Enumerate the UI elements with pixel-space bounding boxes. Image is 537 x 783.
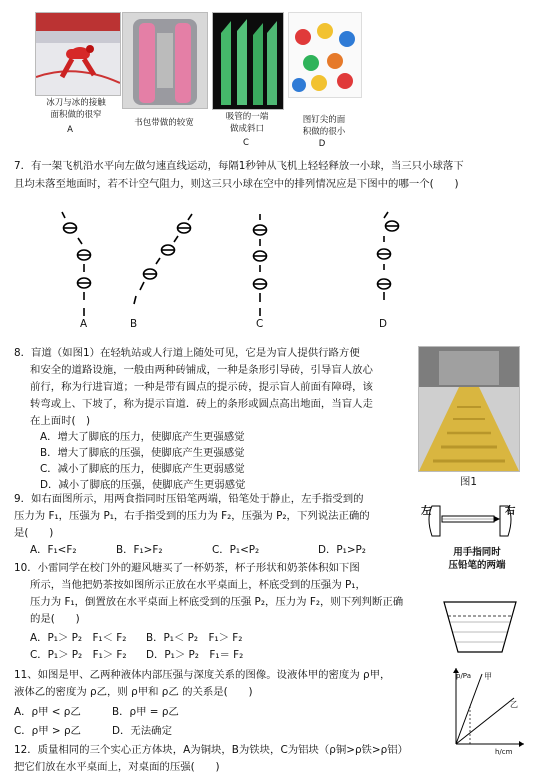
caption-c-line1: 吸管的一端	[225, 112, 269, 122]
q9-line1: 9．如右面图所示，用两食指同时压铅笔两端，铅笔处于静止，左手指受到的	[14, 493, 364, 505]
caption-c-line2: 做成斜口	[229, 124, 264, 134]
pencil-caption-line1: 用手指同时	[453, 547, 501, 558]
q7-diagram-a	[62, 212, 91, 316]
pencil-left-label: 左	[421, 505, 432, 517]
q7-diagram-c	[254, 214, 267, 316]
q12-line1: 12．质量相同的三个实心正方体块，A为铜块，B为铁块，C为铝块（ρ铜>ρ铁>ρ铝）	[14, 744, 409, 756]
caption-a-line1: 冰刀与冰的接触	[46, 98, 106, 108]
q10-line1: 10．小雷同学在校门外的避风塘买了一杯奶茶，杯子形状和奶茶体积如下图	[14, 562, 360, 574]
q7-label-b: B	[130, 318, 138, 330]
q8-option-a[interactable]: A．增大了脚底的压力，使脚底产生更强感觉	[40, 431, 245, 443]
q8-option-c[interactable]: C．减小了脚底的压力，使脚底产生更弱感觉	[40, 463, 245, 475]
q11-option-c[interactable]: C．ρ甲 > ρ乙	[14, 725, 81, 737]
graph-ylabel: p/Pa	[456, 672, 471, 680]
pencil-right-label: 右	[505, 505, 516, 517]
q7-line2: 且均未落至地面时，若不计空气阻力，则这三只小球在空中的排列情况应是下图中的哪一个( )	[14, 178, 459, 190]
photo-speed-skater	[35, 12, 121, 96]
tactile-paving-image	[419, 347, 519, 471]
photo-thumbtacks	[288, 12, 362, 98]
letter-c: C	[243, 138, 249, 148]
graph-xlabel: h/cm	[495, 748, 513, 756]
q10-line2: 所示，当他把奶茶按如图所示正放在水平桌面上，杯底受到的压强为 P₁，	[30, 579, 366, 591]
q9-option-b[interactable]: B．F₁>F₂	[116, 544, 163, 556]
q8-line2: 和安全的道路设施，一般由两种砖铺成，一种是条形引导砖，引导盲人放心	[30, 364, 373, 376]
q10-line4: 的是( )	[30, 613, 80, 625]
q10-option-a[interactable]: A．P₁＞ P₂ F₁＜ F₂	[30, 632, 127, 644]
cup-figure	[438, 598, 522, 656]
q9-line2: 压力为 F₁，压强为 P₁，右手指受到的压力为 F₂，压强为 P₂，下列说法正确的	[14, 510, 370, 522]
letter-a: A	[67, 125, 73, 135]
backpack-image	[123, 13, 207, 108]
q10-option-d[interactable]: D．P₁＞ P₂ F₁＝ F₂	[146, 649, 244, 661]
q12-line2: 把它们放在水平桌面上，对桌面的压强( )	[14, 761, 220, 773]
q10-line3: 压力为 F₁，倒置放在水平桌面上杯底受到的压强 P₂，压力为 F₂，则下列判断正确	[30, 596, 404, 608]
q7-diagram-d	[378, 212, 399, 300]
q8-line5: 在上面时( )	[30, 415, 91, 427]
graph-line-jia-label: 甲	[484, 672, 492, 681]
q7-ball-diagrams	[40, 210, 420, 335]
q7-line1: 7．有一架飞机沿水平向左做匀速直线运动，每隔1秒钟从飞机上轻轻释放一小球，当三只小球落下	[14, 160, 464, 172]
q7-label-c: C	[256, 318, 264, 330]
caption-a-line2: 面积做的很窄	[50, 110, 102, 120]
q8-line1: 8．盲道（如图1）在轻轨站或人行道上随处可见，它是为盲人提供行路方便	[14, 347, 360, 359]
q11-line2: 液体乙的密度为 ρ乙，则 ρ甲和 ρ乙 的关系是( )	[14, 686, 253, 698]
q8-option-d[interactable]: D．减小了脚底的压强，使脚底产生更弱感觉	[40, 479, 246, 491]
q7-label-d: D	[379, 318, 388, 330]
caption-d-line1: 图钉尖的面	[302, 115, 346, 125]
q9-option-c[interactable]: C．P₁<P₂	[212, 544, 260, 556]
pencil-caption	[428, 546, 526, 572]
q9-option-a[interactable]: A．F₁<F₂	[30, 544, 77, 556]
photo-tactile-paving	[418, 346, 520, 472]
q7-label-a: A	[80, 318, 88, 330]
q10-option-b[interactable]: B．P₁＜ P₂ F₁＞ F₂	[146, 632, 243, 644]
q7-diagram-b	[134, 214, 192, 304]
q11-option-d[interactable]: D．无法确定	[112, 725, 172, 737]
photo-straws	[212, 12, 284, 110]
caption-b	[118, 117, 210, 129]
speed-skater-image	[36, 13, 120, 95]
thumbtacks-image	[289, 13, 361, 97]
caption-d	[286, 114, 362, 138]
q11-line1: 11、如图是甲、乙两种液体内部压强与深度关系的图像。设液体甲的密度为 ρ甲，	[14, 669, 391, 681]
q8-line4: 转弯或上、下坡了，称为提示盲道．砖上的条形或圆点高出地面，当盲人走	[30, 398, 373, 410]
q8-line3: 前行，称为行进盲道；一种是带有圆点的提示砖，提示盲人前面有障碍，该	[30, 381, 373, 393]
q11-option-b[interactable]: B．ρ甲 = ρ乙	[112, 706, 179, 718]
letter-d: D	[318, 139, 326, 149]
caption-b-line1: 书包带做的较宽	[134, 118, 194, 128]
pencil-caption-line2: 压铅笔的两端	[448, 560, 506, 571]
q9-option-d[interactable]: D．P₁>P₂	[318, 544, 366, 556]
caption-d-line2: 积做的很小	[302, 127, 346, 137]
q11-option-a[interactable]: A．ρ甲 < ρ乙	[14, 706, 81, 718]
caption-a	[28, 97, 124, 121]
q9-line3: 是( )	[14, 527, 54, 539]
caption-c	[210, 111, 284, 135]
figure1-caption: 图1	[460, 476, 478, 488]
q8-option-b[interactable]: B．增大了脚底的压强，使脚底产生更强感觉	[40, 447, 245, 459]
graph-line-yi-label: 乙	[510, 700, 518, 709]
straws-image	[213, 13, 283, 109]
photo-backpack	[122, 12, 208, 109]
q10-option-c[interactable]: C．P₁＞ P₂ F₁＞ F₂	[30, 649, 127, 661]
